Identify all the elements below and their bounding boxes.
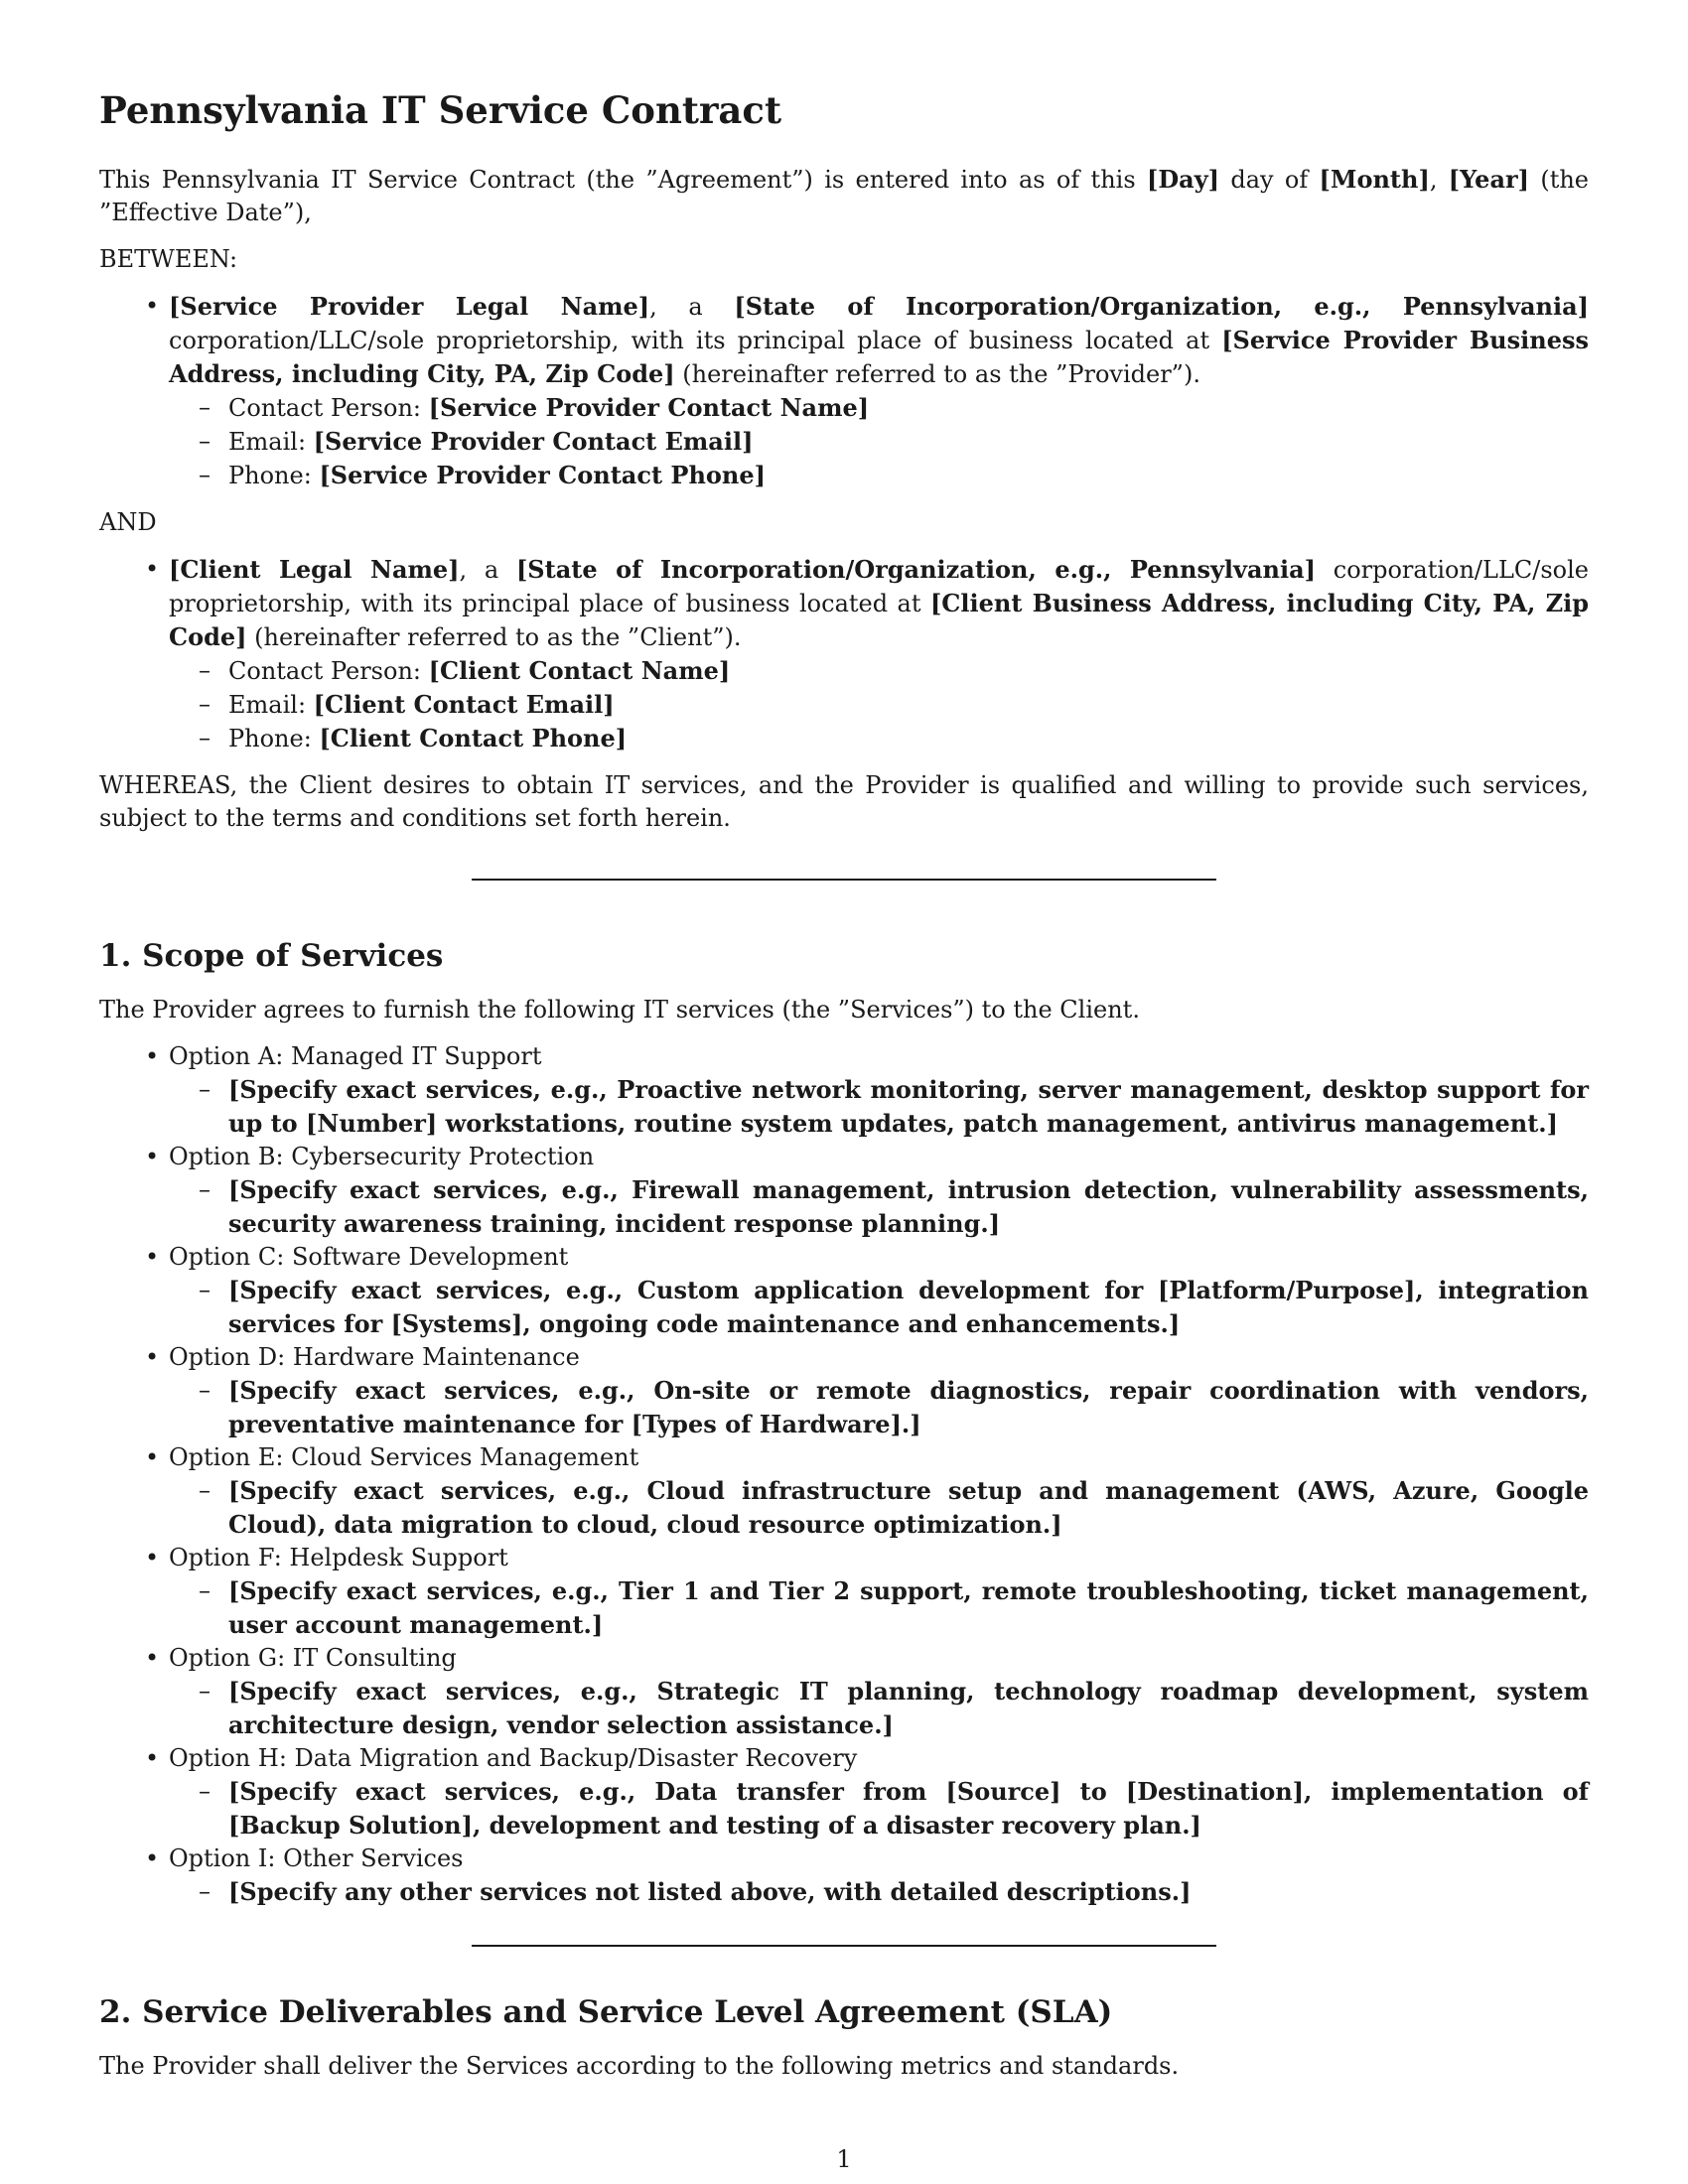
option-detail-text: [Specify exact services, e.g., Strategic IT planning, technology roadmap development, system architecture design, vendor selection assistance.] [228,1677,1589,1739]
dash-icon: – [199,1075,211,1103]
option-detail-text: [Specify exact services, e.g., Custom application development for [Platform/Purpose], integration services for [Systems], ongoing code maintenance and enhancements.] [228,1276,1589,1338]
bullet-icon: • [145,1544,160,1571]
option-detail [199,1374,1589,1441]
client-state: [State of Incorporation/Organization, e.g., Pennsylvania] [515,555,1317,584]
option-detail [199,1173,1589,1241]
bullet-icon: • [145,1143,160,1170]
option-detail-list [169,1675,1589,1742]
option-detail-text: [Specify exact services, e.g., Firewall management, intrusion detection, vulnerability assessments, security awareness training, incident response planning.] [228,1175,1589,1238]
option-detail [199,1574,1589,1642]
label: Contact Person: [228,657,429,685]
client-list [99,553,1589,755]
dash-icon: – [199,461,211,488]
dash-icon: – [199,656,211,684]
value: [Service Provider Contact Phone] [319,461,766,489]
text: , a [459,556,516,584]
bullet-icon: • [145,1042,160,1070]
client-contact-list [169,654,1589,755]
option-item [145,1843,1589,1909]
text: corporation/LLC/sole proprietorship, with its principal place of business located at [169,327,1222,354]
option-item [145,1742,1589,1843]
document-title: Pennsylvania IT Service Contract [99,88,782,132]
option-detail-list [169,1173,1589,1241]
provider-email [199,425,1589,459]
bullet-icon: • [145,1343,160,1371]
option-detail-text: [Specify exact services, e.g., Tier 1 and Tier 2 support, remote troubleshooting, ticket management, user account management.] [228,1576,1589,1639]
whereas-paragraph: WHEREAS, the Client desires to obtain IT services, and the Provider is qualified and willing to provide such services, subject to the terms and conditions set forth herein. [99,771,1589,832]
intro-text: This Pennsylvania IT Service Contract (the ”Agreement”) is entered into as of this [99,166,1147,194]
intro-text: day of [1219,166,1320,194]
option-label: Option G: IT Consulting [169,1644,457,1672]
option-detail-text: [Specify any other services not listed above, with detailed descriptions.] [228,1877,1192,1906]
provider-contact-person [199,391,1589,425]
dash-icon: – [199,427,211,455]
bullet-icon: • [145,1644,160,1672]
option-detail-list [169,1073,1589,1141]
client-phone [199,722,1589,755]
horizontal-rule [472,879,1216,881]
bullet-icon: • [145,1443,160,1471]
provider-list [99,290,1589,492]
option-label: Option E: Cloud Services Management [169,1443,639,1471]
text: , a [649,293,735,321]
client-name: [Client Legal Name] [169,555,460,584]
dash-icon: – [199,1677,211,1705]
option-detail-text: [Specify exact services, e.g., Proactive network monitoring, server management, desktop support for up to [Number] workstations, routine system updates, patch management, antivirus management.] [228,1075,1589,1138]
option-item [145,1040,1589,1141]
section-1-heading: 1. Scope of Services [99,938,444,974]
label: Phone: [228,725,320,752]
dash-icon: – [199,1877,211,1905]
dash-icon: – [199,1576,211,1604]
provider-item [145,290,1589,492]
label: Email: [228,691,314,719]
option-label: Option F: Helpdesk Support [169,1544,508,1571]
text: corporation/LLC/sole proprietorship, with its principal place of business located at [169,556,1589,617]
option-detail-text: [Specify exact services, e.g., Data transfer from [Source] to [Destination], implementation of [Backup Solution], development and testing of a disaster recovery plan.] [228,1777,1589,1840]
option-detail-text: [Specify exact services, e.g., Cloud infrastructure setup and management (AWS, Azure, Google Cloud), data migration to cloud, cloud resource optimization.] [228,1476,1589,1539]
option-item [145,1141,1589,1241]
bullet-icon: • [145,1744,160,1772]
option-detail-list [169,1274,1589,1341]
value: [Client Contact Email] [313,690,615,719]
client-email [199,688,1589,722]
provider-state: [State of Incorporation/Organization, e.g., Pennsylvania] [734,292,1589,321]
section-2-heading: 2. Service Deliverables and Service Level Agreement (SLA) [99,1994,1113,2030]
label: Phone: [228,462,320,489]
option-label: Option D: Hardware Maintenance [169,1343,580,1371]
option-label: Option I: Other Services [169,1844,464,1872]
option-detail-text: [Specify exact services, e.g., On-site or remote diagnostics, repair coordination with vendors, preventative maintenance for [Types of Hardware].] [228,1376,1589,1438]
month-placeholder: [Month] [1319,165,1430,194]
option-detail-list [169,1574,1589,1642]
bullet-icon: • [145,1243,160,1271]
option-detail [199,1474,1589,1542]
dash-icon: – [199,1376,211,1404]
value: [Service Provider Contact Email] [313,427,754,456]
section-1-intro: The Provider agrees to furnish the following IT services (the ”Services”) to the Client. [99,996,1140,1024]
label: Email: [228,428,314,456]
between-label: BETWEEN: [99,245,238,273]
option-item [145,1241,1589,1341]
bullet-icon: • [145,292,160,320]
option-detail [199,1073,1589,1141]
bullet-icon: • [145,1844,160,1872]
provider-address: [Service Provider Business Address, including City, PA, Zip Code] [169,326,1589,388]
option-detail [199,1675,1589,1742]
horizontal-rule [472,1945,1216,1947]
option-detail-list [169,1474,1589,1542]
value: [Client Contact Phone] [319,724,628,752]
dash-icon: – [199,724,211,751]
option-detail [199,1875,1589,1909]
value: [Service Provider Contact Name] [428,393,870,422]
and-label: AND [99,508,157,536]
dash-icon: – [199,690,211,718]
provider-contact-list [169,391,1589,492]
option-label: Option B: Cybersecurity Protection [169,1143,595,1170]
page-number: 1 [836,2145,852,2173]
intro-text: , [1429,166,1449,194]
label: Contact Person: [228,394,429,422]
client-contact-person [199,654,1589,688]
option-label: Option A: Managed IT Support [169,1042,542,1070]
option-item [145,1542,1589,1642]
text: (hereinafter referred to as the ”Client”). [246,623,742,651]
option-detail [199,1775,1589,1843]
section-2-intro: The Provider shall deliver the Services according to the following metrics and standards. [99,2052,1180,2080]
option-detail-list [169,1775,1589,1843]
bullet-icon: • [145,555,160,583]
dash-icon: – [199,393,211,421]
day-placeholder: [Day] [1146,165,1220,194]
client-item [145,553,1589,755]
dash-icon: – [199,1777,211,1805]
option-detail-list [169,1374,1589,1441]
option-detail [199,1274,1589,1341]
text: (hereinafter referred to as the ”Provider”). [674,360,1200,388]
document-page [99,87,1589,2097]
services-options-list [99,1040,1589,1909]
option-label: Option H: Data Migration and Backup/Disaster Recovery [169,1744,858,1772]
dash-icon: – [199,1476,211,1504]
intro-text: (the ”Effective Date”), [99,166,1590,226]
option-detail-list [169,1875,1589,1909]
year-placeholder: [Year] [1448,165,1530,194]
option-item [145,1441,1589,1542]
dash-icon: – [199,1276,211,1303]
dash-icon: – [199,1175,211,1203]
client-address: [Client Business Address, including City, PA, Zip Code] [169,589,1589,651]
provider-name: [Service Provider Legal Name] [169,292,650,321]
intro-paragraph [99,163,1589,229]
value: [Client Contact Name] [428,656,731,685]
option-label: Option C: Software Development [169,1243,569,1271]
option-item [145,1642,1589,1742]
provider-phone [199,459,1589,492]
option-item [145,1341,1589,1441]
